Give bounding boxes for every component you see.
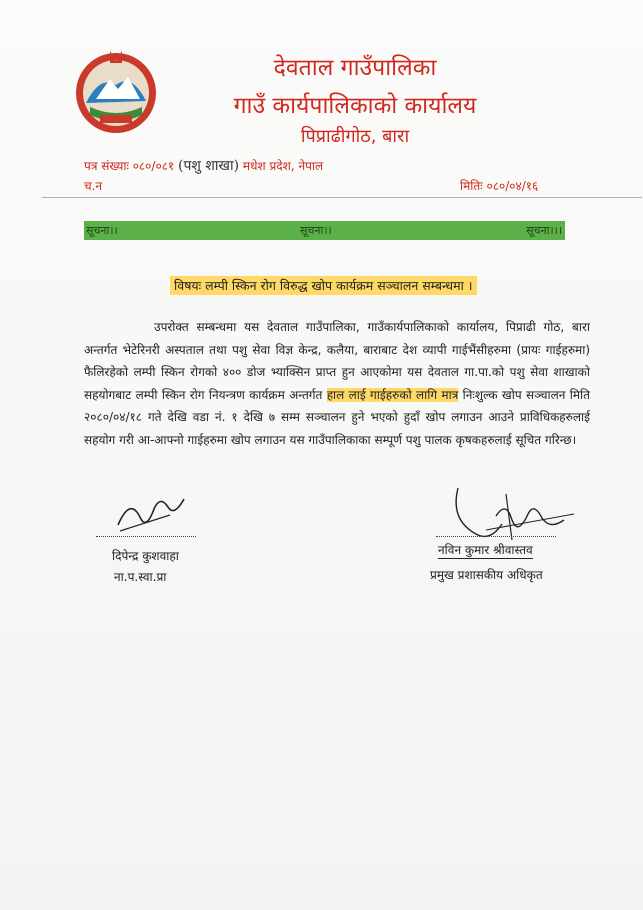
left-signatory-name: दिपेन्द्र कुशवाहा xyxy=(112,549,179,563)
notice-label-left: सूचना।। xyxy=(86,224,118,237)
handwritten-section: (पशु शाखा) xyxy=(178,158,240,174)
left-signature-line xyxy=(96,536,196,537)
province-text: मधेश प्रदेश, नेपाल xyxy=(242,159,324,173)
body-paragraph xyxy=(84,316,590,451)
subject-line: विषयः लम्पी स्किन रोग विरुद्ध खोप कार्यक्रम सञ्चालन सम्बन्धमा । xyxy=(170,276,477,295)
dispatch-number: च.न xyxy=(84,179,103,193)
left-signatory-title: ना.प.स्वा.प्रा xyxy=(114,570,167,584)
right-signatory-title: प्रमुख प्रशासकीय अधिकृत xyxy=(430,568,543,582)
reference-row xyxy=(84,156,323,175)
letter-date: मितिः ०८०/०४/१६ xyxy=(460,179,539,193)
right-signatory-name: नविन कुमार श्रीवास्तव xyxy=(438,543,533,557)
body-part-1: उपरोक्त सम्बन्धमा यस देवताल गाउँपालिका, गाउँकार्यपालिकाको कार्यालय, पिप्राढी गोठ, बारा अन्तर्गत भेटेरिनरी अस्पताल तथा पशु सेवा विज्ञ केन्द्र, कलैया, बाराबाट देश व्यापी गाईभैंसीहरुमा (प्रायः गाईहरुमा) फैलिरहेको लम्पी स्किन रोगको ४०० डोज भ्याक्सिन प्राप्त हुन आएकोमा यस देवताल गा.पा.को पशु सेवा शाखाको सहयोगबाट लम्पी स्किन रोग नियन्त्रण कार्यक्रम अन्तर्गत xyxy=(84,320,590,402)
left-signature-mark xyxy=(110,487,190,537)
office-address: पिप्राढीगोठ, बारा xyxy=(300,126,410,147)
right-signature-line xyxy=(436,536,556,537)
nepal-emblem-icon xyxy=(70,45,162,137)
body-highlight: हाल लाई गाईहरुको लागि मात्र xyxy=(326,387,459,402)
notice-bar xyxy=(84,221,565,240)
right-signature-mark xyxy=(446,480,576,550)
reference-number: पत्र संख्याः ०८०/०८१ xyxy=(84,159,175,173)
header-divider xyxy=(42,197,642,198)
notice-label-center: सूचना।। xyxy=(300,224,332,237)
office-name: देवताल गाउँपालिका xyxy=(273,55,437,81)
body-part-2: निःशुल्क खोप सञ्चालन मिति २०८०/०४/१८ गते देखि वडा नं. १ देखि ७ सम्म सञ्चालन हुने भएको हुदाँ खोप लगाउन आउने प्राविधिकहरुलाई सहयोग गरी आ-आफ्नो गाईहरुमा खोप लगाउन यस गाउँपालिकाका सम्पूर्ण पशु पालक कृषकहरुलाई सूचित गरिन्छ। xyxy=(84,387,590,447)
office-subtitle: गाउँ कार्यपालिकाको कार्यालय xyxy=(233,93,477,119)
notice-label-right: सूचना।।। xyxy=(526,224,562,237)
